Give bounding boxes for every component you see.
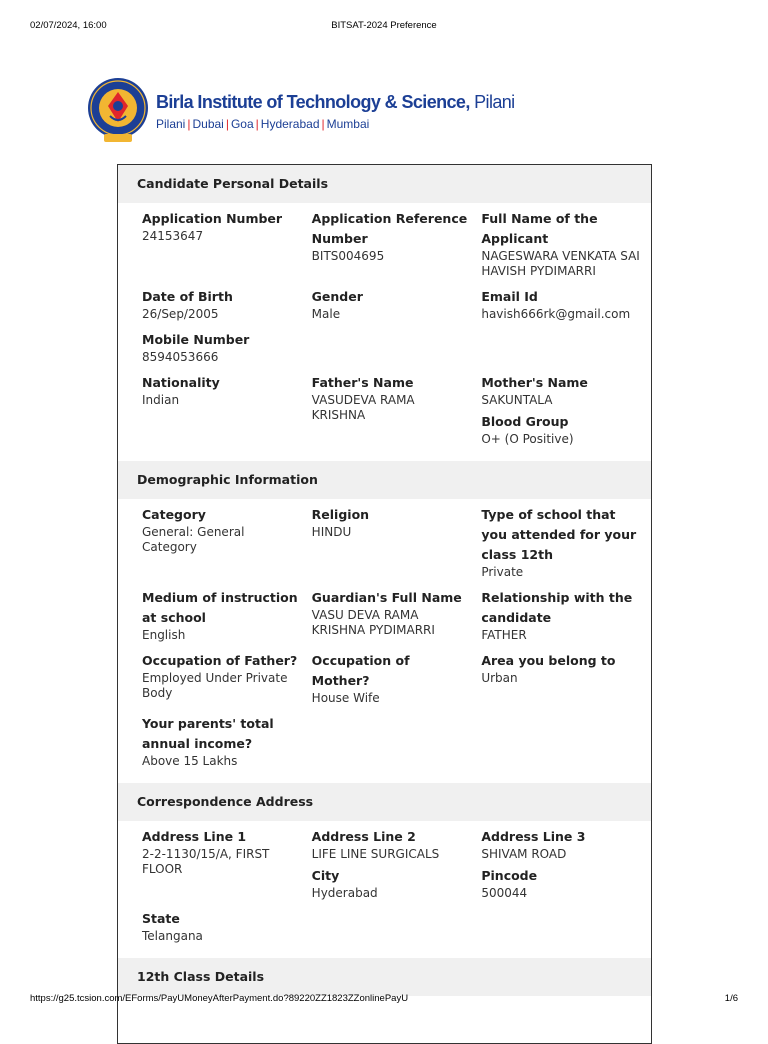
field-state: State Telangana	[142, 911, 203, 943]
field-income: Your parents' total annual income? Above 15 Lakhs	[142, 716, 274, 768]
application-form	[117, 164, 652, 1044]
campus-mumbai: Mumbai	[326, 117, 370, 131]
field-dob: Date of Birth 26/Sep/2005	[142, 289, 233, 321]
mother-name-label: Mother's Name	[481, 375, 588, 390]
field-application-number: Application Number 24153647	[142, 211, 283, 243]
bits-logo	[86, 76, 515, 146]
print-url[interactable]: https://g25.tcsion.com/EForms/PayUMoneyAfterPayment.do?89220ZZ1823ZZonlinePayU	[30, 993, 409, 1004]
print-header	[0, 20, 768, 34]
campus-dubai: Dubai	[192, 117, 224, 131]
field-reference-number: Application Reference Number BITS004695	[311, 211, 468, 263]
section-address	[118, 821, 651, 958]
field-address-line3-pincode	[481, 827, 651, 901]
pincode-label: Pincode	[481, 868, 538, 883]
section-personal-heading: Candidate Personal Details	[118, 165, 651, 203]
print-title: BITSAT-2024 Preference	[331, 20, 437, 31]
mother-name-value: SAKUNTALA	[481, 393, 553, 407]
address-line2-value: LIFE LINE SURGICALS	[311, 847, 440, 861]
logo-institute-name: Birla Institute of Technology & Science,	[156, 92, 470, 112]
field-mobile: Mobile Number 8594053666	[142, 332, 250, 364]
campus-pilani: Pilani	[156, 117, 186, 131]
field-area: Area you belong to Urban	[481, 653, 616, 685]
field-address-line2-city	[312, 827, 482, 901]
field-guardian: Guardian's Full Name VASU DEVA RAMA KRISHNA PYDIMARRI	[311, 590, 462, 637]
city-value: Hyderabad	[311, 886, 378, 900]
field-school-type: Type of school that you attended for your class 12th Private	[481, 507, 637, 579]
field-father-occupation: Occupation of Father? Employed Under Private Body	[142, 653, 298, 700]
field-address-line1: Address Line 1 2-2-1130/15/A, FIRST FLOOR	[142, 829, 270, 876]
section-address-heading: Correspondence Address	[118, 783, 651, 821]
field-religion: Religion HINDU	[311, 507, 370, 539]
field-medium: Medium of instruction at school English	[142, 590, 298, 642]
bits-seal-icon	[86, 76, 150, 144]
address-line3-label: Address Line 3	[481, 829, 586, 844]
field-gender: Gender Male	[311, 289, 363, 321]
logo-location: Pilani	[474, 92, 515, 112]
field-full-name: Full Name of the Applicant NAGESWARA VENKATA SAI HAVISH PYDIMARRI	[481, 211, 640, 278]
field-relationship: Relationship with the candidate FATHER	[481, 590, 633, 642]
page-number: 1/6	[724, 993, 738, 1004]
section-demographic	[118, 499, 651, 783]
blood-group-value: O+ (O Positive)	[481, 432, 574, 446]
campus-hyderabad: Hyderabad	[260, 117, 320, 131]
field-email: Email Id havish666rk@gmail.com	[481, 289, 631, 321]
field-nationality: Nationality Indian	[142, 375, 220, 407]
pincode-value: 500044	[481, 886, 528, 900]
field-category: Category General: General Category	[142, 507, 245, 554]
city-label: City	[311, 868, 340, 883]
section-class12-heading: 12th Class Details	[118, 958, 651, 996]
field-mother-occupation: Occupation of Mother? House Wife	[311, 653, 410, 705]
print-footer	[0, 993, 768, 1007]
print-datetime: 02/07/2024, 16:00	[30, 20, 107, 31]
blood-group-label: Blood Group	[481, 414, 569, 429]
campus-goa: Goa	[230, 117, 254, 131]
address-line3-value: SHIVAM ROAD	[481, 847, 567, 861]
field-father-name: Father's Name VASUDEVA RAMA KRISHNA	[311, 375, 415, 422]
field-mother-blood	[481, 373, 651, 447]
section-personal	[118, 203, 651, 461]
logo-campus-list: Pilani | Dubai | Goa | Hyderabad | Mumbai	[156, 117, 370, 131]
address-line2-label: Address Line 2	[311, 829, 416, 844]
section-demographic-heading: Demographic Information	[118, 461, 651, 499]
